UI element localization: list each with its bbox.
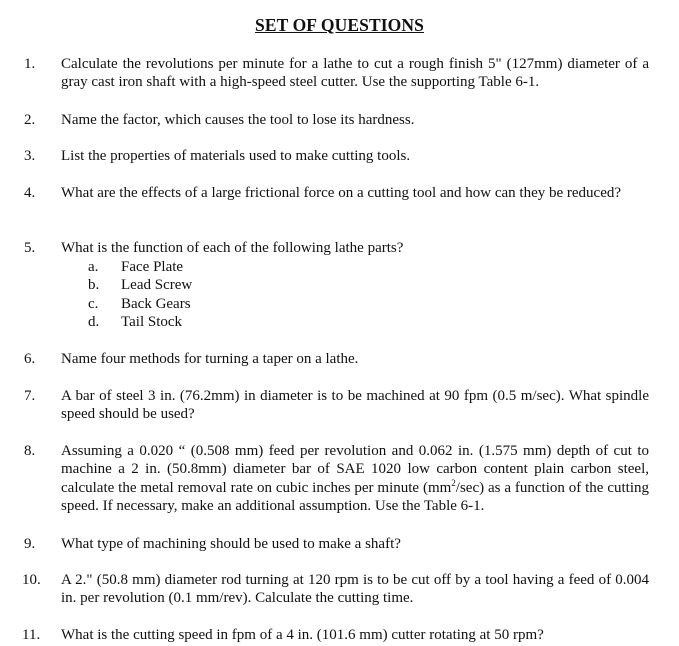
sub-item-label: Lead Screw <box>121 277 193 293</box>
sub-item-letter: c. <box>88 296 99 312</box>
sub-item-label: Tail Stock <box>121 314 183 330</box>
question-number: 1. <box>24 56 36 72</box>
page-title: SET OF QUESTIONS <box>255 15 424 35</box>
question-text: What type of machining should be used to make a shaft? <box>61 536 401 552</box>
question-text-part: Assuming a 0.020 “ (0.508 mm) feed per revolution and 0.062 in. (1.575 mm) depth of cut to machine a 2 in. (50.8mm) diameter bar of SAE 1020 low carbon content plain carbon steel, calculate the metal removal rate on cubic inches per minute (mm <box>61 443 649 496</box>
question-number: 10. <box>22 572 41 588</box>
question-number: 3. <box>24 148 36 164</box>
sub-item-letter: b. <box>88 277 100 293</box>
question-text: A 2." (50.8 mm) diameter rod turning at 120 rpm is to be cut off by a tool having a feed of 0.004 in. per revolution (0.1 mm/rev). Calculate the cutting time. <box>61 572 649 607</box>
superscript: 2 <box>451 477 456 488</box>
question-text <box>61 442 649 516</box>
question-text: A bar of steel 3 in. (76.2mm) in diameter is to be machined at 90 fpm (0.5 m/sec). What spindle speed should be used? <box>61 388 649 423</box>
question-number: 5. <box>24 240 36 256</box>
question-text: Name four methods for turning a taper on a lathe. <box>61 351 359 367</box>
question-number: 11. <box>22 627 41 643</box>
question-number: 6. <box>24 351 36 367</box>
question-text: What is the function of each of the following lathe parts? <box>61 240 404 256</box>
sub-item-letter: d. <box>88 314 100 330</box>
question-number: 7. <box>24 388 36 404</box>
sub-item-label: Face Plate <box>121 259 184 275</box>
question-number: 8. <box>24 443 36 459</box>
question-number: 4. <box>24 185 36 201</box>
sub-item-label: Back Gears <box>121 296 191 312</box>
question-text: List the properties of materials used to make cutting tools. <box>61 148 411 164</box>
question-number: 2. <box>24 112 36 128</box>
question-text: What is the cutting speed in fpm of a 4 in. (101.6 mm) cutter rotating at 50 rpm? <box>61 627 544 643</box>
question-text: What are the effects of a large frictional force on a cutting tool and how can they be reduced? <box>61 185 622 201</box>
question-number: 9. <box>24 536 36 552</box>
sub-item-letter: a. <box>88 259 99 275</box>
question-text: Calculate the revolutions per minute for a lathe to cut a rough finish 5" (127mm) diameter of a gray cast iron shaft with a high-speed steel cutter. Use the supporting Table 6-1. <box>61 56 649 91</box>
question-text: Name the factor, which causes the tool to lose its hardness. <box>61 112 415 128</box>
question-text-part: /sec) as a function of the cutting speed. If necessary, make an additional assumption. Use the Table 6-1. <box>61 479 650 515</box>
